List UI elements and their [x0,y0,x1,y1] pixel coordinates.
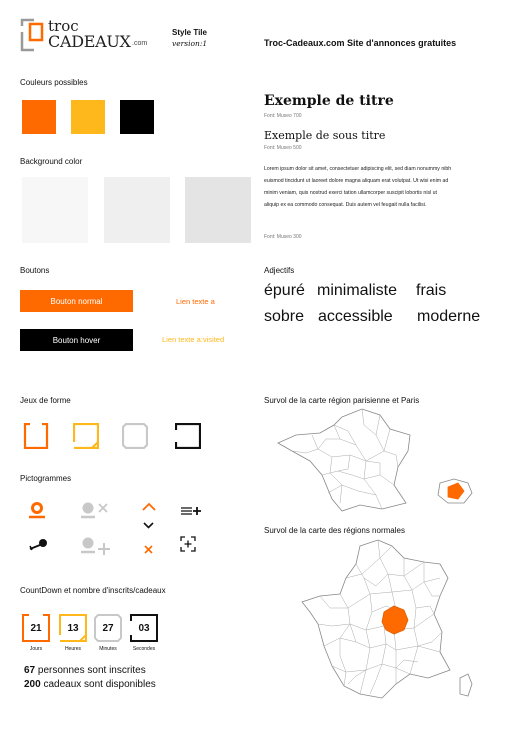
typo-title: Exemple de titre [264,93,394,109]
shape-yellow-icon [73,423,99,449]
pictos-heading: Pictogrammes [20,474,72,483]
shape-orange-icon [23,423,49,449]
typo-body-font: Font: Museo 300 [264,234,302,240]
typo-body-line: aliquip ex ea commodo consequat. Duis autem vel feugait nulla facilisi. [264,202,427,208]
logo-text-bottom: CADEAUX [48,32,131,51]
logo[interactable] [20,18,160,52]
adjective-accessible: accessible [318,308,393,325]
chevron-up-icon[interactable] [142,502,156,512]
typo-body-line: minim veniam, quis nostrud exerci tation ullamcorper suscipit lobortis nisl ut [264,190,437,196]
inscrits-count: 67 [24,665,36,676]
color-swatch-yellow [71,100,105,134]
bg-swatch-2 [104,177,170,243]
countdown-hours [59,614,87,642]
typo-subtitle-font: Font: Museo 500 [264,145,302,151]
typo-body-line: euismod tincidunt ut laoreet dolore magna aliquam erat volutpat. Ut wisi enim ad [264,178,449,184]
countdown-seconds [130,614,158,642]
countdown-days [22,614,50,642]
countdown-minutes-value: 27 [102,622,114,634]
typo-subtitle: Exemple de sous titre [264,129,386,142]
chevron-down-icon[interactable] [143,522,154,529]
color-swatch-black [120,100,154,134]
countdown-minutes [94,614,122,642]
inscrits-line [24,665,146,676]
expand-icon[interactable] [180,536,196,552]
map-paris[interactable] [272,405,484,513]
button-normal[interactable]: Bouton normal [20,290,133,312]
buttons-heading: Boutons [20,266,50,275]
close-icon[interactable] [144,545,153,554]
countdown-seconds-label: Secondes [132,646,156,652]
cadeaux-count: 200 [24,679,41,690]
adjective-minimaliste: minimaliste [317,282,398,299]
logo-text-top: troc [48,17,79,35]
typo-title-font: Font: Museo 700 [264,113,302,119]
bg-swatch-3 [185,177,251,243]
user-add-icon[interactable] [80,535,112,557]
link-text[interactable]: Lien texte a [176,297,215,306]
countdown-hours-value: 13 [67,622,79,634]
countdown-days-label: Jours [29,646,43,652]
cadeaux-text: cadeaux sont disponibles [43,679,156,690]
colors-heading: Couleurs possibles [20,78,88,87]
countdown-days-value: 21 [30,622,42,634]
cadeaux-line [24,679,156,690]
site-title: Troc-Cadeaux.com Site d'annonces gratuites [264,38,457,48]
typo-body [264,163,514,211]
countdown-heading: CountDown et nombre d'inscrits/cadeaux [20,586,166,595]
typo-body-line: Lorem ipsum dolor sit amet, consectetuer adipiscing elit, sed diam nonummy nibh [264,166,452,172]
map-normal-heading: Survol de la carte des régions normales [264,526,405,535]
bg-swatch-1 [22,177,88,243]
inscrits-text: personnes sont inscrites [37,665,146,676]
color-swatch-orange [22,100,56,134]
countdown-seconds-value: 03 [138,622,150,634]
user-icon[interactable] [28,500,46,520]
map-regions[interactable] [300,538,482,704]
shape-grey-icon [122,423,148,449]
adjective-sobre: sobre [264,308,305,325]
countdown-hours-label: Heures [64,646,82,652]
version-label: version:1 [172,39,208,48]
adjective-frais: frais [416,282,447,299]
map-paris-heading: Survol de la carte région parisienne et Paris [264,396,420,405]
menu-add-icon[interactable] [180,505,202,517]
user-remove-icon[interactable] [80,500,112,520]
countdown-minutes-label: Minutes [99,646,117,652]
adjective-moderne: moderne [417,308,481,325]
pin-icon[interactable] [28,537,48,551]
shape-black-icon [175,423,201,449]
style-tile-label: Style Tile [172,28,207,37]
background-heading: Background color [20,157,83,166]
logo-text-suffix: .com [132,40,148,47]
link-text-visited[interactable]: Lien texte a:visited [162,335,225,344]
button-hover[interactable]: Bouton hover [20,329,133,351]
adjectives-heading: Adjectifs [264,266,295,275]
shapes-heading: Jeux de forme [20,396,71,405]
adjective-epure: épuré [264,282,305,299]
